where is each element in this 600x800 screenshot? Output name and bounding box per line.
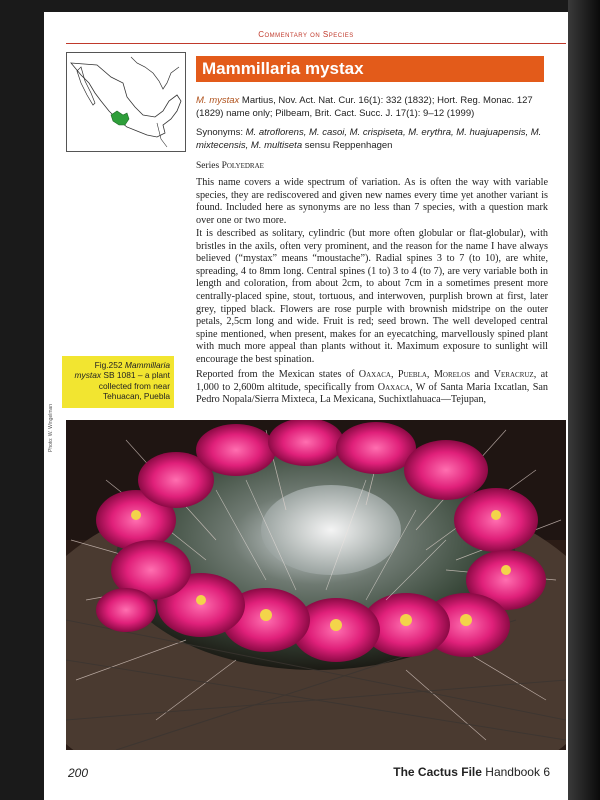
citation-text: Martius, Nov. Act. Nat. Cur. 16(1): 332 (1832); Hort. Reg. Monac. 127 (1829) name only; Pilbeam, Brit. Cact. Succ. J. 17(1): 9–12 (1999) xyxy=(196,95,533,119)
book-page xyxy=(44,12,568,800)
distribution-map xyxy=(66,52,186,152)
paragraph-description: It is described as solitary, cylindric (but more often globular or flat-globular), with bristles in the axils, often very prominent, and the reason for the name I have always believed (“mystax” means “moustache”). Radial spines 3 to 7 (to 10), are white, spreading, 4 to 8mm long. Central spines (1 to) 3 to 4 (to 7), are very variable both in length and coloration, from about 2cm, to about 7cm in a sometimes present more centrally-placed spine, stout, tortuous, and interwoven, purplish brown at first, later grey, tipped black. Flowers are rose purple with brownish midstripe on the outer petals, 2,5cm long and wide. Fruit is red; seed brown. The well developed central spine mentioned, when present, makes for an eyecatching, marvellously spined plant with much more appeal than plants without it. Maximum exposure to sunlight will encourage the best spination. xyxy=(196,228,548,365)
distribution-states: Oaxaca, Puebla, Morelos xyxy=(358,369,471,380)
figure-caption xyxy=(62,356,174,408)
distribution-prefix: Reported from the Mexican states of xyxy=(196,369,359,380)
distribution-suffix: , W of Santa Maria Ixcatlan, San Pedro Nopala/Sierra Mixteca, La Mexicana, Suchixtlahuaca—Tejupan, xyxy=(196,381,548,406)
paragraph-distribution xyxy=(196,369,548,407)
distribution-last-state: Veracruz xyxy=(493,369,534,380)
series-label: Series xyxy=(196,161,222,171)
distribution-oaxaca: Oaxaca xyxy=(377,381,410,393)
book-title-sub: Handbook 6 xyxy=(481,765,550,779)
caption-species: Mammillaria mystax xyxy=(74,360,170,381)
cactus-flower-image xyxy=(66,420,566,750)
caption-rest: SB 1081 – a plant collected from near Tehuacan, Puebla xyxy=(98,370,170,402)
header-rule xyxy=(66,43,566,44)
paragraph-intro: This name covers a wide spectrum of variation. As is often the way with variable species, they are rediscovered and given new names every time yet another variant is found. Included here as synonyms are no less than 7 species, with a question mark over one or two more. xyxy=(196,177,548,226)
series-line xyxy=(196,161,264,171)
page-edge-shadow xyxy=(568,0,600,800)
mexico-map-icon xyxy=(67,53,185,151)
synonyms xyxy=(196,126,546,152)
synonyms-suffix: sensu Reppenhagen xyxy=(302,140,393,151)
synonyms-label: Synonyms: xyxy=(196,127,246,138)
caption-fig: Fig.252 xyxy=(94,360,125,370)
page-number: 200 xyxy=(68,766,89,780)
book-title xyxy=(393,765,550,779)
synonyms-names: M. atroflorens, M. casoi, M. crispiseta, M. erythra, M. huajuapensis, M. mixtecensis, M. multiseta xyxy=(196,127,542,151)
cactus-photo xyxy=(66,420,566,750)
citation xyxy=(196,94,546,120)
series-name: Polyedrae xyxy=(221,161,264,171)
citation-species: M. mystax xyxy=(196,95,240,106)
distribution-mid: , at 1,000 to 2,600m altitude, specifically from xyxy=(196,369,548,393)
book-title-main: The Cactus File xyxy=(393,765,482,779)
species-title: Mammillaria mystax xyxy=(196,56,544,82)
photo-credit: Photo: W. Wingelman xyxy=(48,403,54,452)
distribution-and: and xyxy=(470,369,494,380)
running-head: Commentary on Species xyxy=(258,30,354,39)
